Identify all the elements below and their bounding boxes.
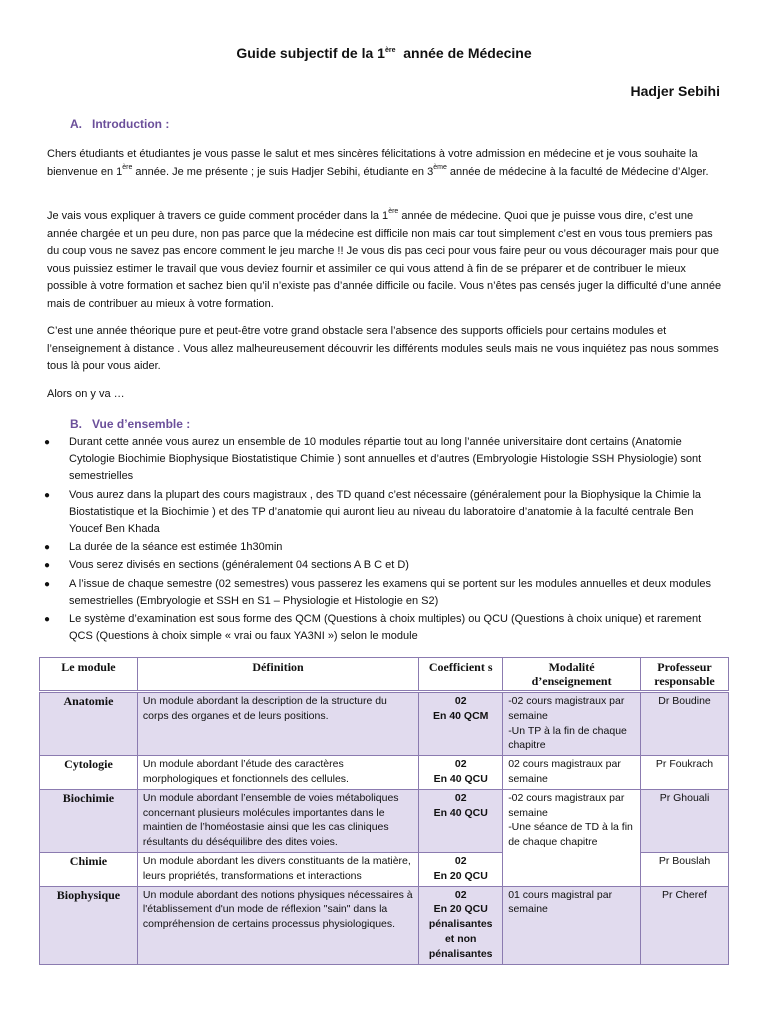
- module-coefficient: 02 En 20 QCU: [419, 852, 503, 886]
- modules-table: [39, 657, 729, 965]
- header-module: Le module: [40, 658, 138, 692]
- module-definition: Un module abordant l’étude des caractères morphologiques et fonctionnels des cellules.: [137, 756, 418, 790]
- table-row: [40, 886, 729, 964]
- section-b-heading: B. Vue d’ensemble :: [70, 417, 191, 431]
- module-name: Cytologie: [40, 756, 138, 790]
- bullet-icon: ●: [44, 560, 51, 572]
- module-modality: -02 cours magistraux par semaine -Un TP à la fin de chaque chapitre: [503, 692, 641, 756]
- table-row: [40, 789, 729, 852]
- list-item: ● A l’issue de chaque semestre (02 semestres) vous passerez les examens qui se portent sur les modules annuelles et deux modules semestrielles (Embryologie et SSH en S1 – Physiologie et Histologie en S2): [44, 577, 712, 607]
- module-coefficient: 02 En 40 QCU: [419, 789, 503, 852]
- section-a-heading: A. Introduction :: [70, 117, 170, 131]
- intro-paragraph-4: Alors on y va …: [47, 388, 125, 400]
- module-professor: Pr Foukrach: [641, 756, 729, 790]
- author-name: Hadjer Sebihi: [630, 83, 720, 99]
- module-definition: Un module abordant les divers constituants de la matière, leurs propriétés, transformations et interactions: [137, 852, 418, 886]
- module-modality: 01 cours magistral par semaine: [503, 886, 641, 964]
- intro-paragraph-1: Chers étudiants et étudiantes je vous passe le salut et mes sincères félicitations à votre admission en médecine et je vous souhaite la bienvenue en 1ère année. Je me présente ; je suis Hadjer Sebihi, étudiante en 3ème année de médecine à la faculté de Médecine d’Alger.: [47, 148, 709, 178]
- module-modality: 02 cours magistraux par semaine: [503, 756, 641, 790]
- module-professor: Pr Ghouali: [641, 789, 729, 852]
- module-name: Chimie: [40, 852, 138, 886]
- module-modality: -02 cours magistraux par semaine -Une séance de TD à la fin de chaque chapitre: [503, 789, 641, 886]
- list-item: ● La durée de la séance est estimée 1h30min: [47, 539, 727, 556]
- module-name: Biochimie: [40, 789, 138, 852]
- header-modality: Modalité d’enseignement: [503, 658, 641, 692]
- module-name: Anatomie: [40, 692, 138, 756]
- bullet-icon: ●: [44, 542, 51, 554]
- bullet-icon: ●: [44, 489, 51, 501]
- bullet-icon: ●: [44, 614, 51, 626]
- table-header-row: [40, 658, 729, 692]
- list-item: ● Vous serez divisés en sections (généralement 04 sections A B C et D): [47, 557, 727, 574]
- module-coefficient: 02 En 40 QCM: [419, 692, 503, 756]
- list-item: ● Vous aurez dans la plupart des cours magistraux , des TD quand c’est nécessaire (généralement pour la Biophysique la Chimie la Biostatistique et la Biochimie ) et des TP d’anatomie qui auront lieu au niveau du laboratoire d’anatomie à la faculté centrale Ben Youcef Ben Khada: [44, 488, 702, 536]
- module-definition: Un module abordant l’ensemble de voies métaboliques concernant plusieurs molécules importantes dans le maintien de l’homéostasie ainsi que les cas cliniques résultants du déséquilibre des dites voies.: [137, 789, 418, 852]
- table-row: [40, 756, 729, 790]
- list-item: ● Durant cette année vous aurez un ensemble de 10 modules répartie tout au long l’année universitaire dont certains (Anatomie Cytologie Biochimie Biophysique Biostatistique Chimie ) sont annuelles et d’autres (Embryologie Histologie SSH Physiologie) sont semestrielles: [44, 436, 702, 483]
- module-name: Biophysique: [40, 886, 138, 964]
- list-item: ● Le système d’examination est sous forme des QCM (Questions à choix multiples) ou QCU (Questions à choix unique) et rarement QCS (Questions à choix simple « vrai ou faux YA3NI ») selon le module: [44, 613, 702, 643]
- module-definition: Un module abordant des notions physiques nécessaires à l'établissement d'un mode de réflexion "sain" dans la compréhension de certains processus physiologiques.: [137, 886, 418, 964]
- bullet-icon: ●: [44, 578, 51, 590]
- module-coefficient: 02 En 20 QCU pénalisantes et non pénalisantes: [419, 886, 503, 964]
- document-title: Guide subjectif de la 1ère année de Médecine: [236, 45, 532, 61]
- module-coefficient: 02 En 40 QCU: [419, 756, 503, 790]
- module-professor: Dr Boudine: [641, 692, 729, 756]
- overview-bullet-list: [44, 434, 727, 646]
- header-professor: Professeur responsable: [641, 658, 729, 692]
- module-professor: Pr Bouslah: [641, 852, 729, 886]
- header-coefficients: Coefficient s: [419, 658, 503, 692]
- intro-paragraph-3: C’est une année théorique pure et peut-être votre grand obstacle sera l’absence des supports officiels pour certains modules et l’enseignement à distance . Vous allez malheureusement découvrir les différents modules seuls mais ne vous inquiétez pas nous sommes tous là pour vous aider.: [47, 325, 719, 372]
- header-definition: Définition: [137, 658, 418, 692]
- module-professor: Pr Cheref: [641, 886, 729, 964]
- table-row: [40, 692, 729, 756]
- intro-paragraph-2: Je vais vous expliquer à travers ce guide comment procéder dans la 1ère année de médecine. Quoi que je puisse vous dire, c’est une année chargée et un peu dure, non pas parce que la médecine est difficile non mais car tout simplement c’est en vous tous premiers pas du coup vous ne savez pas encore comment le jeu marche !! Je vous dis pas ceci pour vous faire peur ou vous décourager mais pour que vous puissiez estimer le travail que vous deviez fournir et assimiler ce qui vous attend à fin de se préparer et de contribuer le mieux possible à votre formation et sachez bien qu’il n’existe pas d’année difficile ou facile. Vous n’êtes pas censés juger la difficulté d’une année mais de contribuer au mieux à votre formation.: [47, 208, 722, 310]
- module-definition: Un module abordant la description de la structure du corps des organes et de leurs positions.: [137, 692, 418, 756]
- bullet-icon: ●: [44, 437, 51, 448]
